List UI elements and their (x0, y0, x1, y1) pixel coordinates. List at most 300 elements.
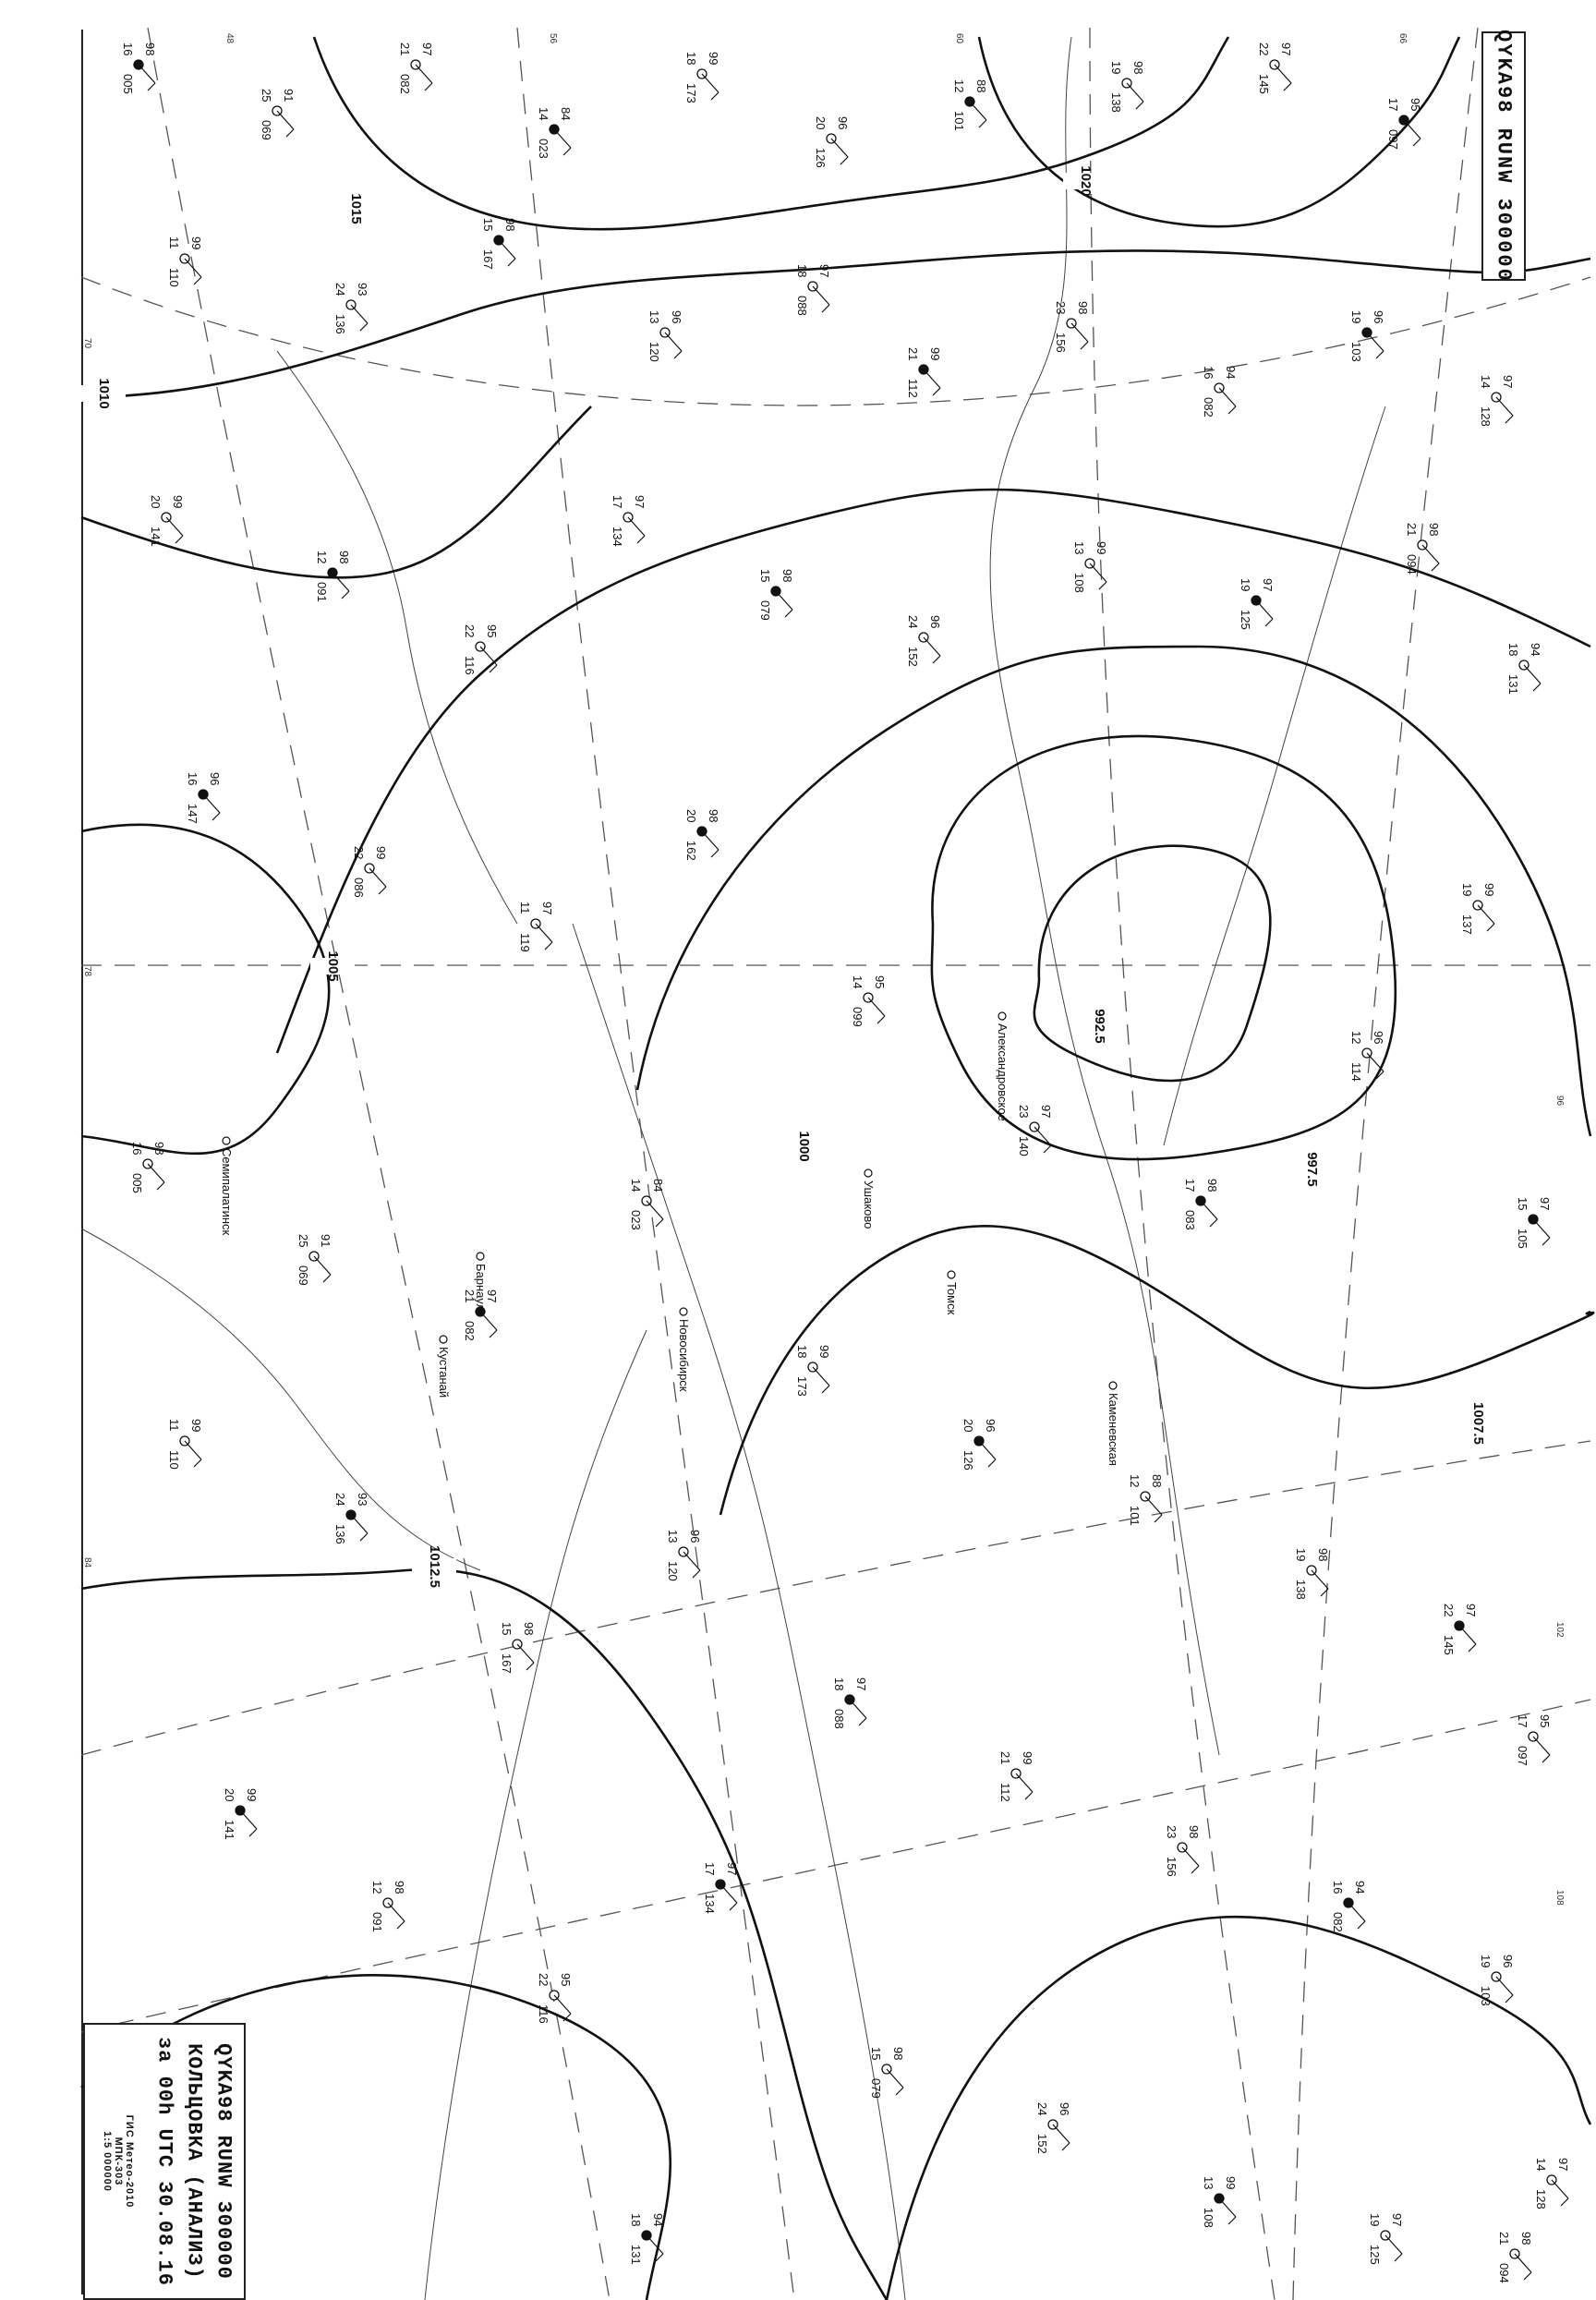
station-pressure: 126 (814, 148, 828, 168)
station-temp: 96 (670, 310, 683, 324)
wind-barb (1367, 333, 1384, 351)
station-dew: 14 (537, 107, 550, 121)
isobar-line (637, 647, 1590, 1136)
station-dew: 13 (1202, 2176, 1215, 2190)
wind-barb-feather (1469, 1644, 1476, 1652)
station-plot (398, 42, 434, 94)
city-marker (477, 1253, 484, 1260)
station-temp: 99 (189, 236, 203, 250)
wind-barb-feather (194, 1459, 201, 1467)
station-dew: 25 (260, 89, 273, 103)
station-temp: 96 (984, 1419, 998, 1433)
station-dew: 17 (1386, 98, 1400, 112)
station-temp: 94 (1529, 643, 1542, 657)
station-plot (1442, 1604, 1478, 1655)
station-plot (1516, 1714, 1552, 1766)
wind-barb (1459, 1626, 1476, 1644)
wind-barb (1385, 2235, 1402, 2254)
station-plot (481, 218, 517, 270)
station-temp: 95 (873, 975, 887, 989)
station-plot (1349, 310, 1385, 362)
wind-barb-feather (360, 323, 368, 331)
station-temp: 99 (1224, 2176, 1238, 2190)
station-pressure: 112 (998, 1783, 1012, 1802)
station-pressure: 094 (1497, 2263, 1511, 2283)
wind-barb (665, 333, 682, 351)
station-temp: 98 (1316, 1548, 1330, 1562)
station-plot (1257, 42, 1293, 94)
wind-barb (979, 1441, 996, 1459)
station-temp: 98 (503, 218, 517, 232)
wind-barb (1145, 1496, 1162, 1515)
city-name: Кустанай (437, 1347, 451, 1398)
wind-barb (1524, 665, 1541, 684)
station-temp: 96 (1058, 2102, 1071, 2116)
station-dew: 16 (186, 772, 200, 786)
station-dew: 24 (333, 283, 347, 297)
station-pressure: 108 (1072, 573, 1086, 593)
station-dew: 11 (167, 236, 181, 249)
station-dew: 21 (398, 42, 412, 56)
station-pressure: 091 (370, 1912, 384, 1932)
wind-barb (351, 305, 368, 323)
graticule-line (81, 1441, 1590, 1755)
station-pressure: 099 (851, 1007, 864, 1027)
wind-barb (480, 647, 497, 665)
legend-scale: 1:5 000000 (102, 2131, 113, 2192)
station-temp: 88 (1150, 1474, 1164, 1488)
wind-barb-feather (1505, 1995, 1513, 2003)
station-dew: 15 (869, 2047, 883, 2061)
graticule (81, 28, 1590, 2300)
isobar-labels (81, 165, 1500, 1588)
legend-system: МПК-303 (113, 2137, 124, 2186)
station-temp: 98 (1519, 2232, 1533, 2246)
station-pressure: 110 (167, 268, 181, 287)
wind-barb (1478, 905, 1494, 924)
station-plot (1294, 1548, 1330, 1600)
graticule-line (148, 28, 610, 2300)
wind-barb (554, 1995, 571, 2014)
isobar-label: 1020 (1078, 165, 1094, 197)
city-name: Каменевская (1106, 1393, 1120, 1466)
station-plot (1516, 1197, 1552, 1249)
station-dew: 21 (1405, 523, 1419, 537)
wind-barb-feather (1210, 1219, 1217, 1227)
wind-barb-feather (148, 83, 155, 91)
station-temp: 91 (282, 89, 296, 103)
station-temp: 98 (393, 1881, 406, 1894)
wind-barb-feather (711, 92, 719, 100)
station-temp: 97 (854, 1677, 868, 1691)
station-plot (952, 79, 988, 131)
isobar-line (81, 825, 329, 1154)
station-plot (1479, 375, 1515, 427)
wind-barb-feather (730, 1903, 737, 1910)
station-temp: 98 (1187, 1825, 1201, 1839)
station-plot (537, 107, 573, 159)
station-temp: 99 (1482, 883, 1496, 897)
legend-time: за 00h UTC 30.08.16 (152, 2037, 176, 2286)
station-plot (629, 1179, 665, 1230)
border-number: 78 (82, 966, 92, 977)
station-pressure: 101 (1128, 1506, 1142, 1526)
station-pressure: 138 (1294, 1580, 1308, 1600)
river (81, 1229, 480, 1570)
wind-barb-feather (1136, 102, 1143, 109)
station-dew: 19 (1294, 1548, 1308, 1562)
station-plot (814, 116, 850, 168)
city-name: Семипалатинск (220, 1148, 234, 1236)
station-dew: 12 (370, 1881, 384, 1894)
wind-barb-feather (1062, 2143, 1070, 2150)
isobar-label: 1007.5 (1470, 1402, 1486, 1445)
wind-barb (369, 868, 386, 887)
wind-barb-feather (175, 536, 183, 543)
station-pressure: 082 (1331, 1912, 1345, 1932)
wind-barb (628, 517, 645, 536)
station-temp: 88 (974, 79, 988, 93)
station-plot (1506, 643, 1542, 695)
isobar-label: 1000 (796, 1131, 812, 1162)
wind-barb (1533, 1737, 1550, 1755)
wind-barb-feather (637, 536, 645, 543)
station-plot (518, 902, 554, 952)
wind-barb-feather (877, 1016, 885, 1023)
wind-barb (185, 1441, 201, 1459)
station-dew: 12 (952, 79, 966, 93)
station-pressure: 120 (666, 1561, 680, 1581)
isobar-line (81, 406, 591, 577)
border-number: 102 (1554, 1622, 1565, 1638)
wind-barb (166, 517, 183, 536)
border-number: 56 (548, 33, 558, 44)
station-dew: 17 (1516, 1714, 1530, 1728)
station-pressure: 005 (130, 1173, 144, 1193)
river (425, 1330, 647, 2300)
station-temp: 97 (1279, 42, 1293, 56)
station-temp: 84 (559, 107, 573, 121)
wind-barb (1515, 2254, 1531, 2272)
station-pressure: 110 (167, 1450, 181, 1470)
station-pressure: 082 (463, 1321, 477, 1341)
wind-barb (1071, 323, 1088, 342)
wind-barb (416, 65, 432, 83)
wind-barb (1496, 1977, 1513, 1995)
station-dew: 20 (223, 1788, 236, 1802)
station-pressure: 125 (1368, 2245, 1382, 2265)
station-dew: 17 (703, 1862, 717, 1876)
station-plot (1165, 1825, 1201, 1877)
wind-barb-feather (1542, 1755, 1550, 1762)
station-temp: 96 (1372, 1031, 1385, 1045)
wind-barb-feather (157, 1182, 164, 1190)
station-temp: 99 (245, 1788, 259, 1802)
station-plot (186, 772, 222, 824)
station-pressure: 145 (1257, 74, 1271, 94)
station-temp: 99 (189, 1419, 203, 1433)
wind-barb-feather (1284, 83, 1291, 91)
station-temp: 94 (1224, 366, 1238, 380)
wind-barb (277, 111, 294, 129)
wind-barb (702, 74, 719, 92)
station-dew: 12 (1128, 1474, 1142, 1488)
station-temp: 97 (485, 1289, 499, 1303)
wind-barb-feather (425, 83, 432, 91)
station-pressure: 097 (1516, 1746, 1530, 1766)
station-pressure: 101 (952, 111, 966, 131)
station-plot (684, 809, 720, 861)
wind-barb (1219, 388, 1236, 406)
legend-software: ГИС Метео-2010 (124, 2114, 135, 2209)
station-pressure: 082 (1202, 397, 1215, 418)
station-pressure: 131 (629, 2245, 643, 2265)
wind-barb (1404, 120, 1421, 139)
graticule-line (81, 1700, 1590, 2032)
station-temp: 95 (559, 1973, 573, 1987)
station-pressure: 141 (149, 527, 163, 547)
station-plot (795, 264, 831, 316)
wind-barb-feather (286, 129, 294, 137)
wind-barb-feather (194, 277, 201, 284)
station-pressure: 136 (333, 314, 347, 334)
rivers (81, 37, 1385, 2300)
station-dew: 21 (463, 1289, 477, 1303)
station-dew: 15 (481, 218, 495, 232)
wind-barb (388, 1903, 405, 1921)
station-pressure: 137 (1460, 914, 1474, 935)
station-pressure: 103 (1479, 1986, 1493, 2006)
station-dew: 15 (500, 1622, 514, 1636)
station-dew: 18 (795, 1345, 809, 1359)
station-pressure: 125 (1239, 610, 1252, 630)
station-pressure: 105 (1516, 1229, 1530, 1249)
station-temp: 99 (1094, 541, 1108, 555)
station-dew: 12 (1349, 1031, 1363, 1045)
wind-barb-feather (360, 1533, 368, 1541)
wind-barb-feather (988, 1459, 996, 1467)
station-temp: 99 (928, 347, 942, 361)
station-pressure: 023 (537, 139, 550, 159)
wind-barb-feather (545, 942, 552, 950)
station-temp: 98 (780, 569, 794, 583)
station-temp: 97 (725, 1862, 739, 1876)
wind-barb (850, 1700, 866, 1718)
station-plot (832, 1677, 868, 1729)
station-dew: 21 (998, 1751, 1012, 1765)
station-plot (1368, 2213, 1404, 2265)
wind-barb-feather (212, 813, 220, 820)
station-plot (906, 347, 942, 398)
station-temp: 94 (1353, 1881, 1367, 1894)
station-temp: 97 (540, 902, 554, 915)
city-labels (220, 1012, 1120, 1466)
station-pressure: 079 (869, 2078, 883, 2099)
station-temp: 93 (356, 1493, 369, 1507)
wind-barb-feather (249, 1829, 257, 1836)
isobar-line (887, 1917, 1590, 2300)
legend-code: QYKA98 RUNW 300000 (212, 2043, 236, 2280)
station-temp: 96 (688, 1530, 702, 1543)
station-plot (370, 1881, 406, 1932)
wind-barb (1182, 1847, 1199, 1866)
border-number: 84 (82, 1557, 92, 1568)
wind-barb-feather (323, 1275, 331, 1282)
station-plot (998, 1751, 1034, 1802)
station-pressure: 138 (1109, 92, 1123, 113)
station-pressure: 119 (518, 933, 532, 952)
station-pressure: 116 (537, 2004, 550, 2024)
wind-barb (647, 1201, 663, 1219)
station-plot (1534, 2158, 1570, 2209)
wind-barb-feather (397, 1921, 405, 1929)
wind-barb (1552, 2180, 1568, 2198)
station-dew: 14 (1479, 375, 1493, 389)
wind-barb-feather (822, 1386, 829, 1393)
station-plot (1479, 1955, 1515, 2006)
station-temp: 95 (1409, 98, 1422, 112)
wind-barb (185, 259, 201, 277)
station-dew: 23 (1165, 1825, 1179, 1839)
station-temp: 96 (928, 615, 942, 629)
station-pressure: 023 (629, 1210, 643, 1230)
wind-barb-feather (1487, 924, 1494, 931)
station-plot (647, 310, 683, 362)
wind-barb (148, 1164, 164, 1182)
station-dew: 20 (814, 116, 828, 130)
station-plot (352, 846, 388, 898)
station-dew: 22 (463, 624, 477, 638)
station-pressure: 005 (121, 74, 135, 94)
wind-barb-feather (840, 157, 848, 164)
station-temp: 84 (651, 1179, 665, 1192)
station-plot (611, 495, 647, 547)
wind-barb-feather (1561, 2198, 1568, 2206)
station-dew: 23 (1017, 1105, 1031, 1119)
wind-barb (1348, 1903, 1365, 1921)
station-plot (1054, 301, 1090, 353)
border-number: 66 (1397, 33, 1408, 44)
wind-barb-feather (1081, 342, 1088, 349)
isobar-line (81, 250, 1590, 397)
wind-barb (1127, 83, 1143, 102)
wind-barb-feather (656, 1219, 663, 1227)
wind-barb (813, 1367, 829, 1386)
isobar-label: 992.5 (1092, 1009, 1107, 1044)
isobars (81, 37, 1593, 2300)
station-pressure: 112 (906, 379, 920, 398)
wind-barb (1053, 2124, 1070, 2143)
station-dew: 20 (149, 495, 163, 509)
wind-barb-feather (933, 388, 940, 395)
station-temp: 93 (356, 283, 369, 297)
wind-barb (480, 1312, 497, 1330)
city-name: Барнаул (474, 1264, 488, 1312)
station-plot (223, 1788, 259, 1840)
wind-barb (702, 831, 719, 850)
wind-barb-feather (1413, 139, 1421, 146)
station-dew: 23 (1054, 301, 1068, 315)
city-marker (440, 1336, 447, 1343)
station-temp: 98 (143, 42, 157, 56)
wind-barb-feather (711, 850, 719, 857)
wind-barb-feather (1265, 619, 1273, 626)
station-temp: 98 (152, 1142, 166, 1156)
wind-barb (1422, 545, 1439, 563)
isobar-line (1034, 846, 1270, 1081)
wind-barb (1016, 1773, 1033, 1792)
station-pressure: 086 (352, 878, 366, 898)
station-pressure: 145 (1442, 1635, 1456, 1655)
isobar-label: 1012.5 (427, 1545, 442, 1588)
station-pressure: 088 (832, 1709, 846, 1729)
city-name: Томск (945, 1282, 959, 1315)
station-dew: 19 (1460, 883, 1474, 897)
station-dew: 16 (130, 1142, 144, 1156)
wind-barb (1312, 1570, 1328, 1589)
station-pressure: 173 (684, 83, 698, 103)
station-plot (684, 52, 720, 103)
city-name: Новосибирск (677, 1319, 691, 1392)
wind-barb-feather (693, 1570, 700, 1578)
wind-barb-feather (1395, 2254, 1402, 2261)
wind-barb (332, 573, 349, 591)
station-temp: 97 (1464, 1604, 1478, 1617)
wind-barb-feather (674, 351, 682, 358)
station-pressure: 069 (260, 120, 273, 140)
station-dew: 13 (666, 1530, 680, 1543)
city-marker (998, 1012, 1006, 1020)
station-temp: 97 (1538, 1197, 1552, 1211)
station-dew: 19 (1239, 578, 1252, 592)
station-temp: 96 (836, 116, 850, 130)
station-plot (1405, 523, 1441, 575)
station-plot (1239, 578, 1275, 630)
city-marker (1109, 1382, 1117, 1389)
station-dew: 13 (1072, 541, 1086, 555)
isobar-label: 1015 (348, 193, 364, 224)
station-temp: 97 (633, 495, 647, 509)
station-plot (167, 1419, 203, 1470)
border-number: 96 (1554, 1096, 1565, 1107)
wind-barb (924, 369, 940, 388)
wind-barb (314, 1256, 331, 1275)
wind-barb-feather (979, 120, 986, 127)
station-dew: 14 (851, 975, 864, 989)
graticule-line (1090, 28, 1275, 2300)
station-dew: 22 (537, 1973, 550, 1987)
legend-box (83, 2023, 246, 2300)
station-dew: 22 (1257, 42, 1271, 56)
city-name: Александровское (996, 1023, 1010, 1121)
station-plot (333, 1493, 369, 1544)
station-pressure: 126 (961, 1450, 975, 1471)
station-dew: 19 (1368, 2213, 1382, 2227)
station-pressure: 152 (906, 647, 920, 667)
river (990, 37, 1219, 1755)
wind-barb-feather (1099, 582, 1106, 589)
header-tag (1481, 31, 1526, 281)
station-pressure: 156 (1054, 333, 1068, 353)
station-pressure: 136 (333, 1524, 347, 1544)
station-dew: 18 (629, 2213, 643, 2227)
station-plot (149, 495, 185, 547)
station-temp: 97 (1390, 2213, 1404, 2227)
station-plot (1072, 541, 1108, 593)
border-numbers (82, 33, 1565, 1906)
station-plot (1202, 2176, 1238, 2228)
station-temp: 99 (171, 495, 185, 509)
